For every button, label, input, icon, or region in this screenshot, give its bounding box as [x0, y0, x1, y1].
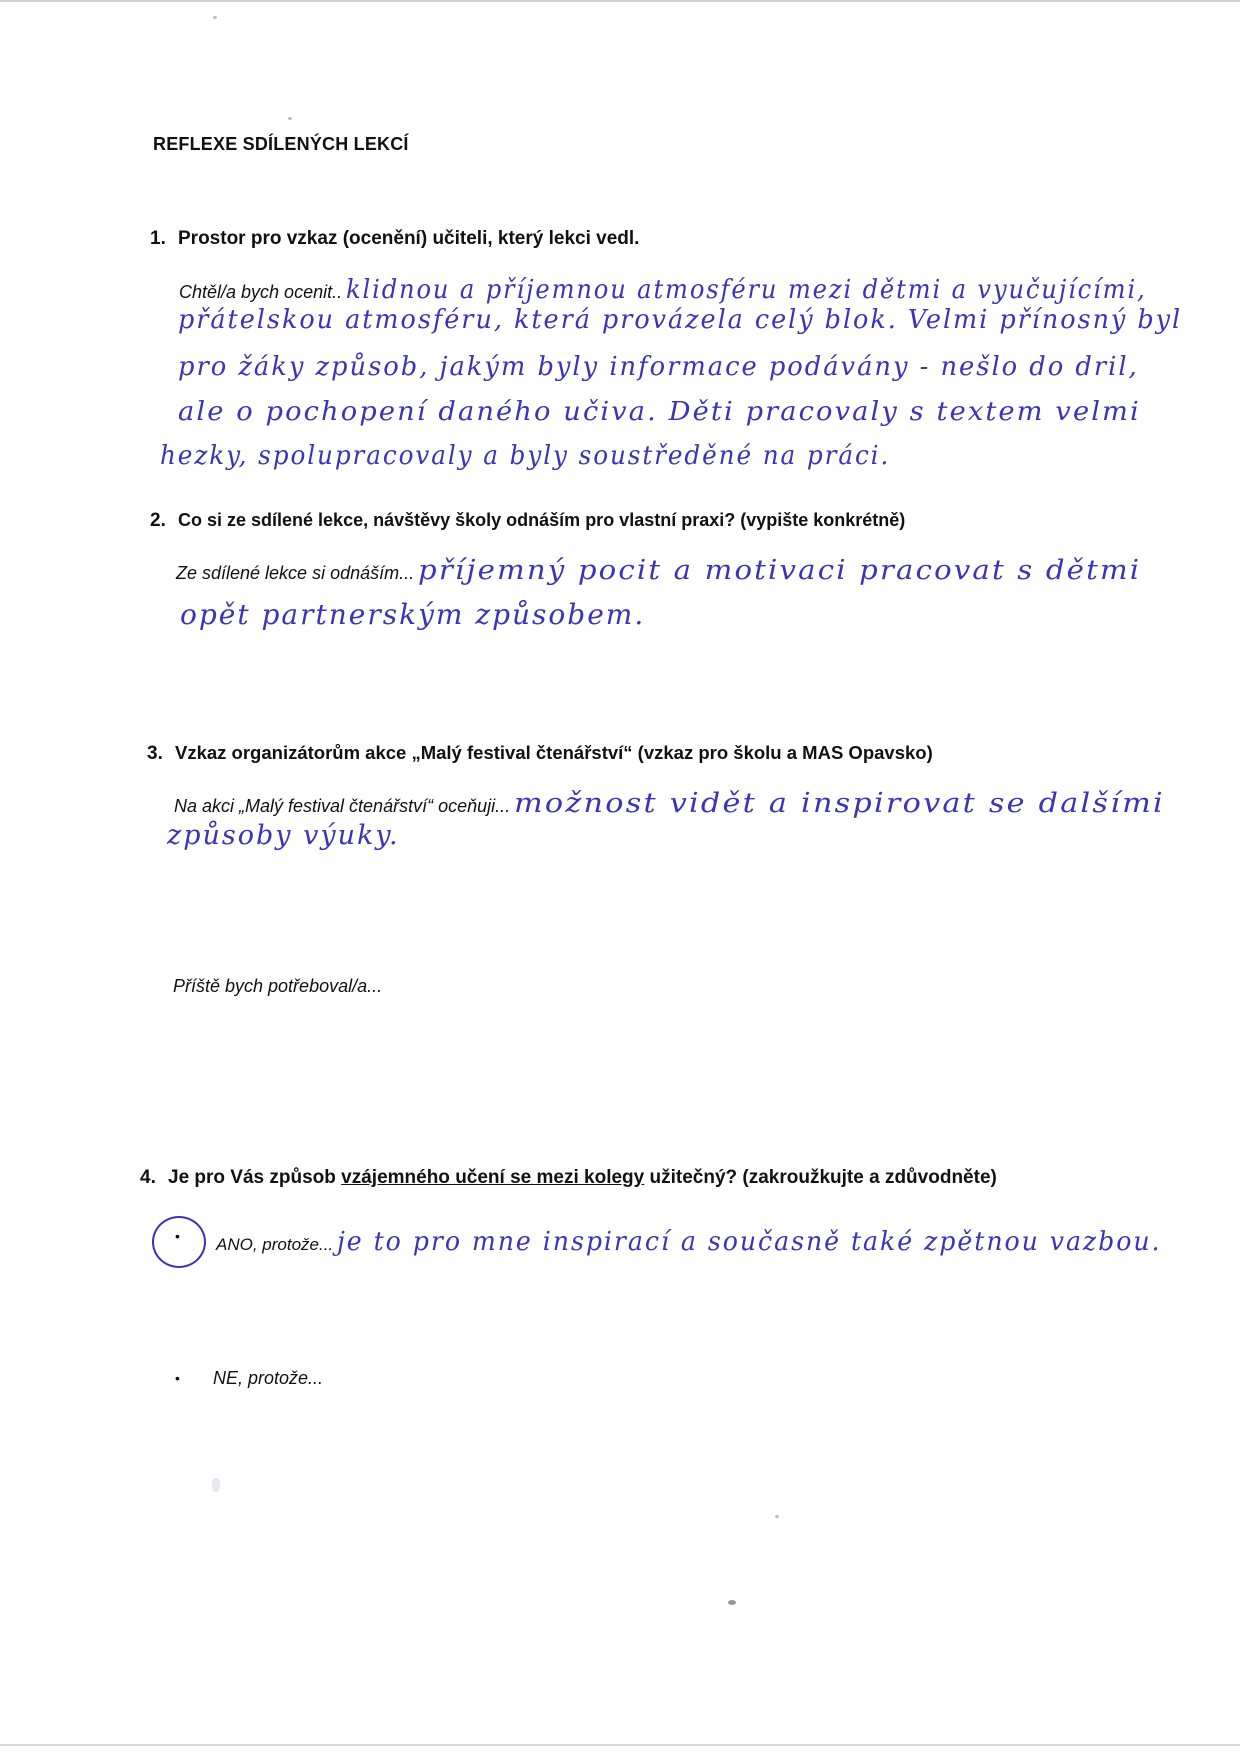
handwritten-answer-line: způsoby výuky. — [167, 820, 400, 851]
question-number: 1. — [150, 228, 166, 249]
question-3-second-prompt: Příště bych potřeboval/a... — [173, 976, 383, 996]
scan-speck — [728, 1600, 736, 1605]
handwritten-answer-line: pro žáky způsob, jakým byly informace podávány - nešlo do dril, — [178, 352, 1139, 382]
handwritten-answer-line: příjemný pocit a motivaci pracovat s dětmi — [418, 555, 1142, 586]
option-no-row — [213, 1368, 323, 1389]
handwritten-answer-line: opět partnerským způsobem. — [180, 598, 646, 631]
question-number: 4. — [140, 1167, 156, 1188]
question-4 — [140, 1167, 997, 1189]
question-2-prompt-row — [176, 555, 1142, 586]
prompt-text: Ze sdílené lekce si odnáším... — [176, 563, 415, 583]
handwritten-answer-line: klidnou a příjemnou atmosféru mezi dětmi a vyučujícími, — [346, 275, 1147, 305]
scan-speck — [212, 1478, 220, 1492]
question-text-before: Je pro Vás způsob — [168, 1167, 342, 1188]
handwritten-answer-line: ale o pochopení daného učiva. Děti pracovaly s textem velmi — [178, 397, 1141, 427]
question-number: 3. — [147, 743, 163, 764]
question-text: Prostor pro vzkaz (ocenění) učiteli, který lekci vedl. — [178, 228, 640, 249]
question-text: Co si ze sdílené lekce, návštěvy školy odnáším pro vlastní praxi? (vypište konkrétně) — [178, 510, 906, 530]
scan-top-edge — [0, 0, 1240, 2]
document-title: REFLEXE SDÍLENÝCH LEKCÍ — [153, 134, 409, 154]
question-1 — [150, 228, 639, 250]
option-bullet: • — [175, 1370, 180, 1386]
scan-speck — [288, 117, 292, 120]
prompt-text: Na akci „Malý festival čtenářství“ oceňuji... — [174, 796, 511, 816]
scan-speck — [213, 16, 217, 19]
prompt-text: Chtěl/a bych ocenit.. — [179, 282, 343, 302]
option-bullet: • — [175, 1228, 180, 1244]
handwritten-answer-line: hezky, spolupracovaly a byly soustředěné na práci. — [160, 441, 891, 471]
question-number: 2. — [150, 510, 166, 531]
option-no-label: NE, protože... — [213, 1368, 324, 1388]
question-text-after: užitečný? (zakroužkujte a zdůvodněte) — [644, 1167, 997, 1188]
question-text-underlined: vzájemného učení se mezi kolegy — [341, 1167, 645, 1188]
handwritten-answer-line: možnost vidět a inspirovat se dalšími — [514, 788, 1166, 819]
question-1-prompt-row — [179, 275, 1207, 305]
option-yes-label: ANO, protože... — [216, 1235, 334, 1254]
question-3 — [147, 742, 933, 765]
handwritten-answer-line: přátelskou atmosféru, která provázela celý blok. Velmi přínosný byl — [178, 305, 1183, 335]
scan-speck — [775, 1515, 779, 1518]
option-yes-row — [216, 1227, 1187, 1257]
handwritten-answer-line: je to pro mne inspirací a současně také zpětnou vazbou. — [337, 1227, 1162, 1257]
question-text: Vzkaz organizátorům akce „Malý festival čtenářství“ (vzkaz pro školu a MAS Opavsko) — [175, 742, 933, 763]
question-2 — [150, 510, 905, 532]
scan-bottom-edge — [0, 1744, 1240, 1746]
question-3-prompt-row — [174, 788, 1166, 819]
